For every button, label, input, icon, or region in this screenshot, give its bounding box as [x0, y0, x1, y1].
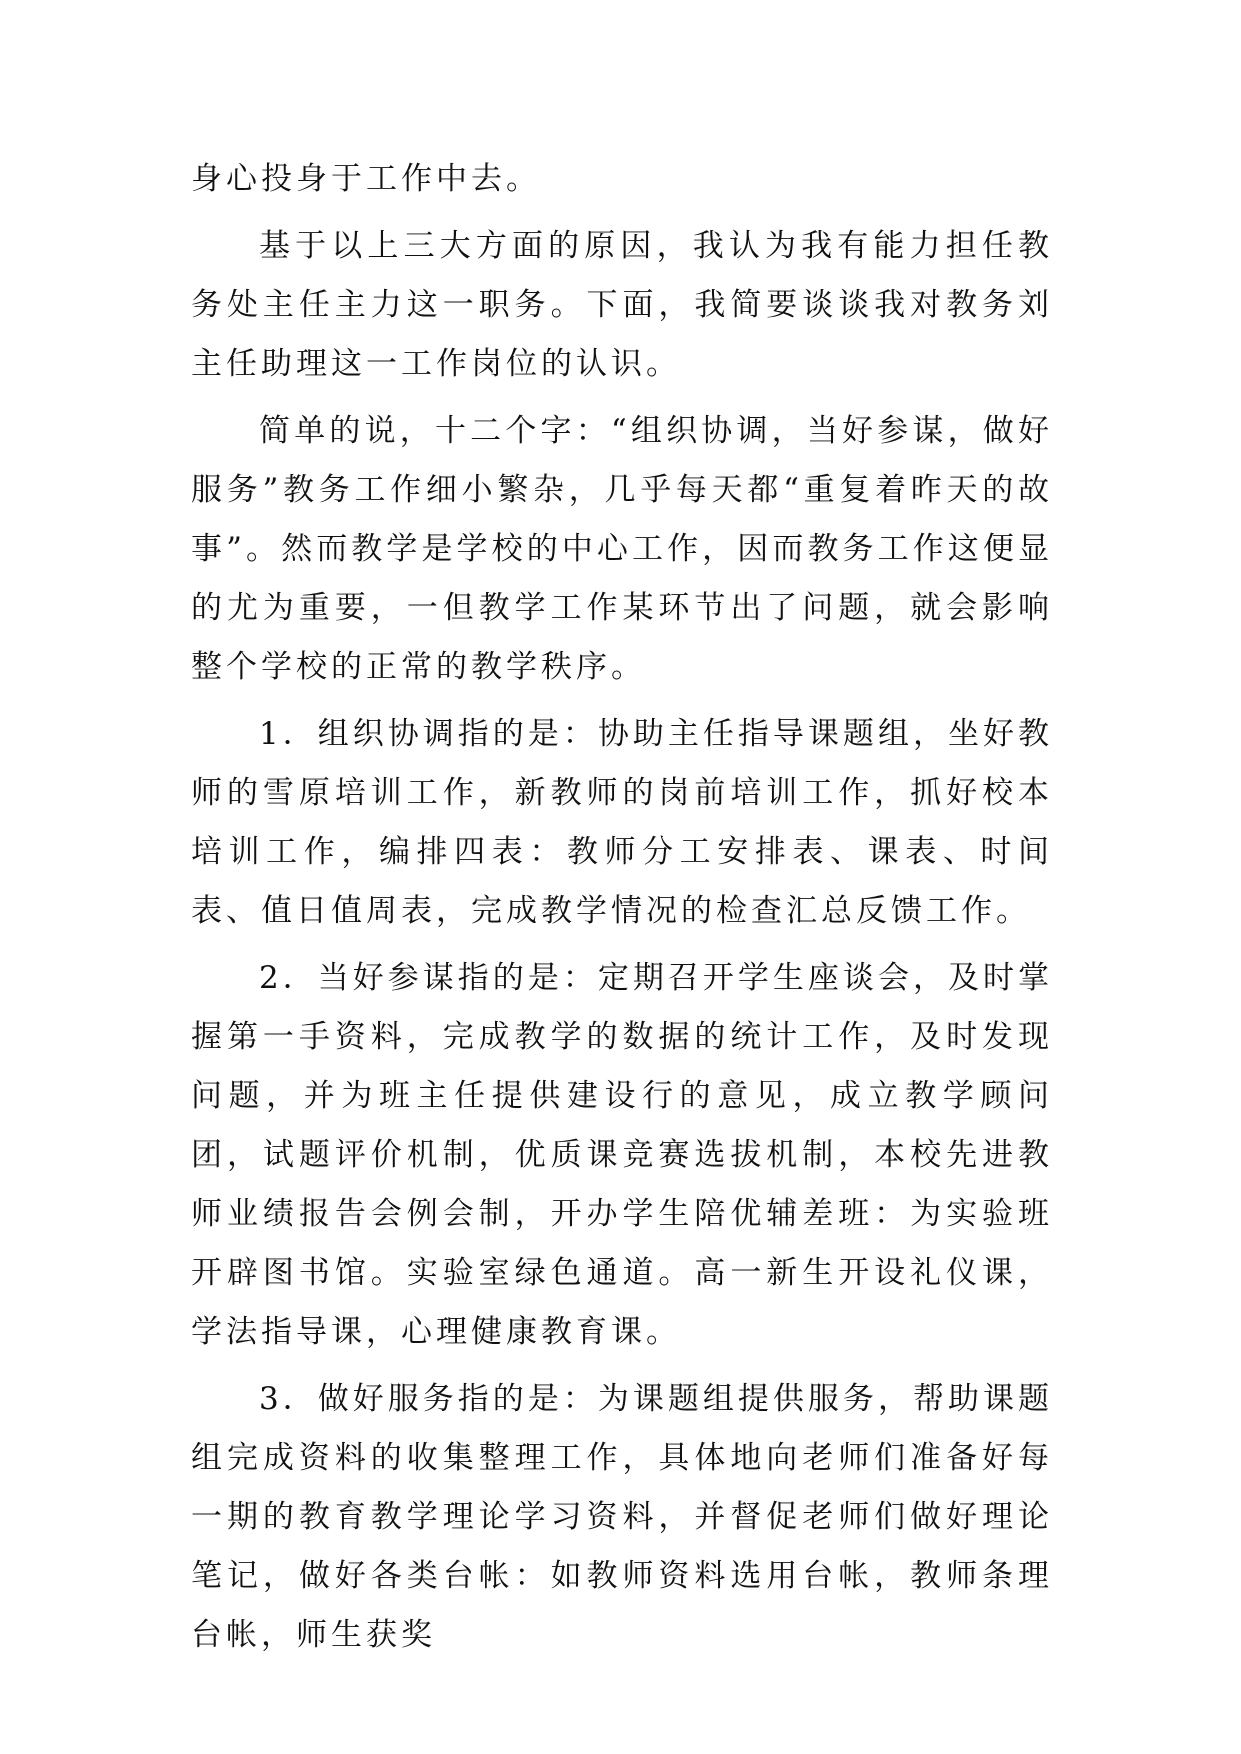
document-body [191, 150, 1053, 1665]
paragraph-4: 1．组织协调指的是：协助主任指导课题组，坐好教师的雪原培训工作，新教师的岗前培训工作，抓好校本培训工作，编排四表：教师分工安排表、课表、时间表、值日值周表，完成教学情况的检查汇总反馈工作。 [191, 716, 1053, 929]
paragraph-3: 简单的说，十二个字：“组织协调，当好参谋，做好服务”教务工作细小繁杂，几乎每天都“重复着昨天的故事”。然而教学是学校的中心工作，因而教务工作这便显的尤为重要，一但教学工作某环节出了问题，就会影响整个学校的正常的教学秩序。 [191, 413, 1053, 685]
paragraph-5: 2．当好参谋指的是：定期召开学生座谈会，及时掌握第一手资料，完成教学的数据的统计工作，及时发现问题，并为班主任提供建设行的意见，成立教学顾问团，试题评价机制，优质课竞赛选拔机制，本校先进教师业绩报告会例会制，开办学生陪优辅差班：为实验班开辟图书馆。实验室绿色通道。高一新生开设礼仪课，学法指导课，心理健康教育课。 [191, 960, 1053, 1350]
paragraph-6: 3．做好服务指的是：为课题组提供服务，帮助课题组完成资料的收集整理工作，具体地向老师们准备好每一期的教育教学理论学习资料，并督促老师们做好理论笔记，做好各类台帐：如教师资料选用台帐，教师条理台帐，师生获奖 [191, 1381, 1053, 1653]
paragraph-2: 基于以上三大方面的原因，我认为我有能力担任教务处主任主力这一职务。下面，我简要谈谈我对教务刘主任助理这一工作岗位的认识。 [191, 228, 1053, 382]
paragraph-1: 身心投身于工作中去。 [191, 161, 541, 197]
